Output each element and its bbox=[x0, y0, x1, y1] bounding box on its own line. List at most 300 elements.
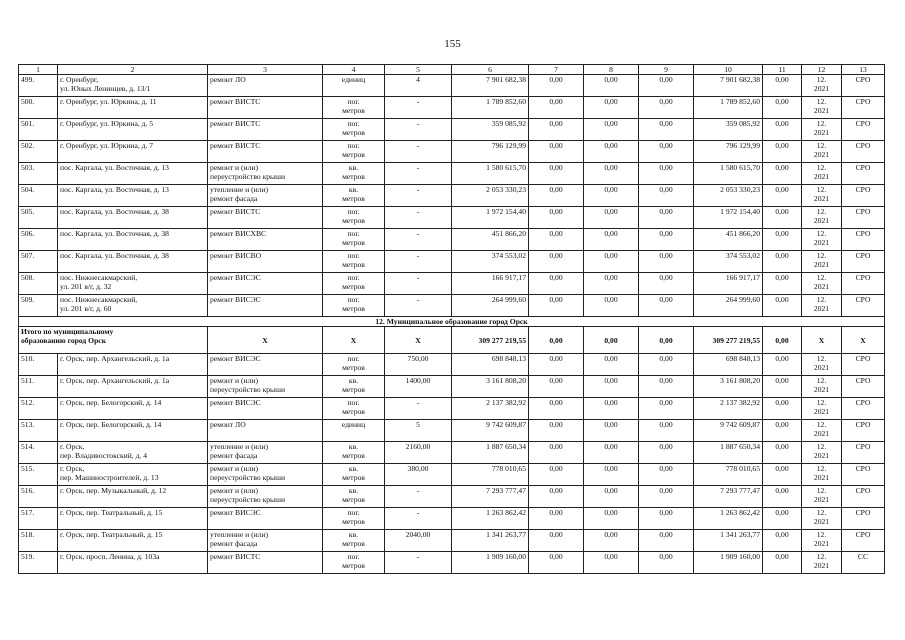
total-col-13: X bbox=[842, 327, 885, 354]
col-11-cell: 0,00 bbox=[763, 295, 802, 317]
col-9-cell: 0,00 bbox=[639, 163, 694, 185]
quantity-cell: - bbox=[385, 273, 452, 295]
deadline-cell-line: 12. bbox=[816, 442, 827, 451]
deadline-cell-line: 2021 bbox=[813, 495, 830, 504]
unit-cell bbox=[323, 398, 385, 420]
total-label bbox=[19, 327, 208, 354]
col-9-cell: 0,00 bbox=[639, 530, 694, 552]
column-number-cell: 4 bbox=[323, 65, 385, 75]
col-11-cell: 0,00 bbox=[763, 354, 802, 376]
method-cell: СРО bbox=[842, 273, 885, 295]
deadline-cell bbox=[802, 97, 842, 119]
work-type-cell: ремонт ВИСЭС bbox=[208, 398, 323, 420]
address-cell: пос. Каргала, ул. Восточная, д. 38 bbox=[58, 251, 208, 273]
row-number: 500. bbox=[19, 97, 58, 119]
deadline-cell-line: 2021 bbox=[813, 539, 830, 548]
deadline-cell-line: 12. bbox=[816, 97, 827, 106]
address-cell-line: пос. Нижнесакмарский, bbox=[60, 295, 138, 304]
unit-cell bbox=[323, 163, 385, 185]
unit-cell-line: кв. bbox=[348, 163, 359, 172]
work-type-cell bbox=[208, 530, 323, 552]
total-col-10: 309 277 219,55 bbox=[694, 327, 763, 354]
method-cell: СРО bbox=[842, 97, 885, 119]
address-cell: г. Орск, пер. Белогорский, д. 14 bbox=[58, 398, 208, 420]
unit-cell-line: метров bbox=[342, 561, 365, 570]
total-col-5: X bbox=[385, 327, 452, 354]
section-block bbox=[19, 317, 885, 354]
page-number: 155 bbox=[444, 38, 461, 50]
deadline-cell-line: 2021 bbox=[813, 517, 830, 526]
col-11-cell: 0,00 bbox=[763, 251, 802, 273]
quantity-cell: - bbox=[385, 119, 452, 141]
table-row bbox=[19, 141, 885, 163]
col-9-cell: 0,00 bbox=[639, 295, 694, 317]
cost-fund-cell: 7 901 682,38 bbox=[694, 75, 763, 97]
address-cell: г. Оренбург, ул. Юркина, д. 11 bbox=[58, 97, 208, 119]
row-number: 505. bbox=[19, 207, 58, 229]
cost-total-cell: 7 293 777,47 bbox=[452, 486, 529, 508]
work-type-cell-line: ремонт и (или) bbox=[210, 376, 258, 385]
col-7-cell: 0,00 bbox=[529, 295, 584, 317]
col-8-cell: 0,00 bbox=[584, 141, 639, 163]
work-type-cell: ремонт ВИСТС bbox=[208, 119, 323, 141]
deadline-cell bbox=[802, 420, 842, 442]
row-number: 519. bbox=[19, 552, 58, 574]
table-body-part-two bbox=[19, 354, 885, 574]
deadline-cell-line: 12. bbox=[816, 229, 827, 238]
table-row bbox=[19, 273, 885, 295]
address-cell-line: ул. 201 в/г, д. 60 bbox=[60, 304, 112, 313]
table-row bbox=[19, 552, 885, 574]
col-7-cell: 0,00 bbox=[529, 508, 584, 530]
deadline-cell-line: 2021 bbox=[813, 106, 830, 115]
col-11-cell: 0,00 bbox=[763, 119, 802, 141]
deadline-cell-line: 2021 bbox=[813, 194, 830, 203]
address-cell: г. Орск, пер. Архангельский, д. 1а bbox=[58, 376, 208, 398]
col-9-cell: 0,00 bbox=[639, 97, 694, 119]
deadline-cell-line: 12. bbox=[816, 185, 827, 194]
total-col-9: 0,00 bbox=[639, 327, 694, 354]
total-col-11: 0,00 bbox=[763, 327, 802, 354]
col-8-cell: 0,00 bbox=[584, 464, 639, 486]
unit-cell-line: пог. bbox=[347, 119, 360, 128]
cost-fund-cell: 1 263 862,42 bbox=[694, 508, 763, 530]
cost-total-cell: 1 887 650,34 bbox=[452, 442, 529, 464]
work-type-cell-line: ремонт и (или) bbox=[210, 464, 258, 473]
method-cell: СРО bbox=[842, 442, 885, 464]
method-cell: СРО bbox=[842, 376, 885, 398]
address-cell: г. Орск, пер. Театральный, д. 15 bbox=[58, 530, 208, 552]
deadline-cell-line: 2021 bbox=[813, 363, 830, 372]
deadline-cell bbox=[802, 185, 842, 207]
work-type-cell-line: переустройство крыши bbox=[210, 473, 286, 482]
col-8-cell: 0,00 bbox=[584, 420, 639, 442]
section-title-row bbox=[19, 317, 885, 327]
quantity-cell: - bbox=[385, 163, 452, 185]
cost-fund-cell: 2 137 382,92 bbox=[694, 398, 763, 420]
table-body-part-one bbox=[19, 65, 885, 317]
method-cell: СРО bbox=[842, 398, 885, 420]
deadline-cell-line: 12. bbox=[816, 251, 827, 260]
col-11-cell: 0,00 bbox=[763, 442, 802, 464]
col-8-cell: 0,00 bbox=[584, 163, 639, 185]
cost-fund-cell: 1 972 154,40 bbox=[694, 207, 763, 229]
work-type-cell-line: ремонт фасада bbox=[210, 451, 258, 460]
address-cell-line: г. Оренбург, bbox=[60, 75, 99, 84]
row-number: 512. bbox=[19, 398, 58, 420]
table-row bbox=[19, 354, 885, 376]
method-cell: СРО bbox=[842, 530, 885, 552]
unit-cell bbox=[323, 251, 385, 273]
col-9-cell: 0,00 bbox=[639, 354, 694, 376]
deadline-cell bbox=[802, 119, 842, 141]
row-number: 502. bbox=[19, 141, 58, 163]
cost-fund-cell: 3 161 808,20 bbox=[694, 376, 763, 398]
col-9-cell: 0,00 bbox=[639, 398, 694, 420]
unit-cell-line: метров bbox=[342, 216, 365, 225]
unit-cell-line: метров bbox=[342, 539, 365, 548]
work-type-cell: ремонт ВИСВО bbox=[208, 251, 323, 273]
cost-fund-cell: 166 917,17 bbox=[694, 273, 763, 295]
deadline-cell bbox=[802, 295, 842, 317]
total-col-4: X bbox=[323, 327, 385, 354]
method-cell: СРО bbox=[842, 251, 885, 273]
cost-total-cell: 796 129,99 bbox=[452, 141, 529, 163]
deadline-cell-line: 12. bbox=[816, 141, 827, 150]
row-number: 514. bbox=[19, 442, 58, 464]
address-cell-line: пер. Машиностроителей, д. 13 bbox=[60, 473, 159, 482]
unit-cell-line: метров bbox=[342, 385, 365, 394]
col-8-cell: 0,00 bbox=[584, 508, 639, 530]
column-number-cell: 5 bbox=[385, 65, 452, 75]
deadline-cell bbox=[802, 273, 842, 295]
deadline-cell bbox=[802, 163, 842, 185]
col-9-cell: 0,00 bbox=[639, 442, 694, 464]
unit-cell-line: метров bbox=[342, 172, 365, 181]
col-8-cell: 0,00 bbox=[584, 75, 639, 97]
col-11-cell: 0,00 bbox=[763, 508, 802, 530]
table-row bbox=[19, 163, 885, 185]
deadline-cell-line: 12. bbox=[816, 354, 827, 363]
deadline-cell bbox=[802, 486, 842, 508]
address-cell: г. Орск, пер. Театральный, д. 15 bbox=[58, 508, 208, 530]
cost-fund-cell: 1 789 852,60 bbox=[694, 97, 763, 119]
unit-cell bbox=[323, 273, 385, 295]
table-row bbox=[19, 486, 885, 508]
address-cell: г. Оренбург, ул. Юркина, д. 7 bbox=[58, 141, 208, 163]
row-number: 516. bbox=[19, 486, 58, 508]
col-7-cell: 0,00 bbox=[529, 185, 584, 207]
address-cell bbox=[58, 75, 208, 97]
col-11-cell: 0,00 bbox=[763, 486, 802, 508]
unit-cell bbox=[323, 354, 385, 376]
unit-cell-line: метров bbox=[342, 473, 365, 482]
work-type-cell: ремонт ВИСЭС bbox=[208, 295, 323, 317]
unit-cell-line: пог. bbox=[347, 508, 360, 517]
col-9-cell: 0,00 bbox=[639, 75, 694, 97]
col-7-cell: 0,00 bbox=[529, 486, 584, 508]
table-row bbox=[19, 464, 885, 486]
address-cell bbox=[58, 273, 208, 295]
cost-total-cell: 374 553,02 bbox=[452, 251, 529, 273]
cost-total-cell: 1 789 852,60 bbox=[452, 97, 529, 119]
unit-cell-line: пог. bbox=[347, 273, 360, 282]
column-number-cell: 6 bbox=[452, 65, 529, 75]
deadline-cell-line: 2021 bbox=[813, 561, 830, 570]
unit-cell bbox=[323, 486, 385, 508]
quantity-cell: 5 bbox=[385, 420, 452, 442]
deadline-cell bbox=[802, 442, 842, 464]
deadline-cell-line: 12. bbox=[816, 376, 827, 385]
unit-cell-line: метров bbox=[342, 194, 365, 203]
deadline-cell bbox=[802, 207, 842, 229]
unit-cell bbox=[323, 552, 385, 574]
column-number-cell: 13 bbox=[842, 65, 885, 75]
row-number: 504. bbox=[19, 185, 58, 207]
column-number-cell: 10 bbox=[694, 65, 763, 75]
quantity-cell: 750,00 bbox=[385, 354, 452, 376]
col-7-cell: 0,00 bbox=[529, 273, 584, 295]
quantity-cell: - bbox=[385, 97, 452, 119]
deadline-cell-line: 12. bbox=[816, 273, 827, 282]
table-row bbox=[19, 185, 885, 207]
address-cell: г. Орск, пер. Белогорский, д. 14 bbox=[58, 420, 208, 442]
column-number-cell: 2 bbox=[58, 65, 208, 75]
work-type-cell: ремонт ЛО bbox=[208, 75, 323, 97]
quantity-cell: 2040,00 bbox=[385, 530, 452, 552]
col-11-cell: 0,00 bbox=[763, 530, 802, 552]
cost-fund-cell: 1 887 650,34 bbox=[694, 442, 763, 464]
unit-cell-line: метров bbox=[342, 451, 365, 460]
unit-cell-line: пог. bbox=[347, 295, 360, 304]
col-9-cell: 0,00 bbox=[639, 508, 694, 530]
unit-cell-line: метров bbox=[342, 282, 365, 291]
cost-total-cell: 7 901 682,38 bbox=[452, 75, 529, 97]
row-number: 509. bbox=[19, 295, 58, 317]
col-8-cell: 0,00 bbox=[584, 354, 639, 376]
deadline-cell-line: 2021 bbox=[813, 150, 830, 159]
unit-cell-line: кв. bbox=[348, 442, 359, 451]
work-type-cell: ремонт ВИСТС bbox=[208, 552, 323, 574]
work-type-cell-line: утепление и (или) bbox=[210, 185, 269, 194]
col-8-cell: 0,00 bbox=[584, 229, 639, 251]
deadline-cell-line: 2021 bbox=[813, 84, 830, 93]
unit-cell-line: метров bbox=[342, 260, 365, 269]
cost-total-cell: 264 999,60 bbox=[452, 295, 529, 317]
unit-cell-line: пог. bbox=[347, 229, 360, 238]
work-type-cell: ремонт ВИСЭС bbox=[208, 354, 323, 376]
unit-cell-line: кв. bbox=[348, 376, 359, 385]
unit-cell-line: пог. bbox=[347, 207, 360, 216]
row-number: 511. bbox=[19, 376, 58, 398]
work-type-cell-line: переустройство крыши bbox=[210, 495, 286, 504]
row-number: 506. bbox=[19, 229, 58, 251]
method-cell: СРО bbox=[842, 163, 885, 185]
unit-cell bbox=[323, 376, 385, 398]
deadline-cell-line: 12. bbox=[816, 420, 827, 429]
work-type-cell bbox=[208, 163, 323, 185]
unit-cell bbox=[323, 97, 385, 119]
deadline-cell bbox=[802, 530, 842, 552]
col-8-cell: 0,00 bbox=[584, 376, 639, 398]
work-type-cell-line: ремонт фасада bbox=[210, 194, 258, 203]
cost-fund-cell: 7 293 777,47 bbox=[694, 486, 763, 508]
col-7-cell: 0,00 bbox=[529, 552, 584, 574]
col-9-cell: 0,00 bbox=[639, 251, 694, 273]
cost-fund-cell: 1 341 263,77 bbox=[694, 530, 763, 552]
deadline-cell-line: 12. bbox=[816, 295, 827, 304]
column-number-cell: 3 bbox=[208, 65, 323, 75]
unit-cell-line: кв. bbox=[348, 486, 359, 495]
row-number: 510. bbox=[19, 354, 58, 376]
address-cell-line: пер. Владивостокский, д. 4 bbox=[60, 451, 148, 460]
col-8-cell: 0,00 bbox=[584, 207, 639, 229]
method-cell: СРО bbox=[842, 508, 885, 530]
table-row bbox=[19, 530, 885, 552]
col-7-cell: 0,00 bbox=[529, 420, 584, 442]
cost-fund-cell: 264 999,60 bbox=[694, 295, 763, 317]
deadline-cell bbox=[802, 75, 842, 97]
table-row bbox=[19, 251, 885, 273]
col-9-cell: 0,00 bbox=[639, 229, 694, 251]
address-cell: пос. Каргала, ул. Восточная, д. 13 bbox=[58, 185, 208, 207]
cost-fund-cell: 778 010,65 bbox=[694, 464, 763, 486]
quantity-cell: - bbox=[385, 207, 452, 229]
total-col-6: 309 277 219,55 bbox=[452, 327, 529, 354]
deadline-cell-line: 12. bbox=[816, 75, 827, 84]
deadline-cell-line: 2021 bbox=[813, 429, 830, 438]
unit-cell bbox=[323, 530, 385, 552]
unit-cell-line: метров bbox=[342, 495, 365, 504]
col-8-cell: 0,00 bbox=[584, 486, 639, 508]
col-11-cell: 0,00 bbox=[763, 207, 802, 229]
column-number-cell: 7 bbox=[529, 65, 584, 75]
method-cell: СРО bbox=[842, 185, 885, 207]
cost-total-cell: 698 848,13 bbox=[452, 354, 529, 376]
col-9-cell: 0,00 bbox=[639, 486, 694, 508]
unit-cell bbox=[323, 229, 385, 251]
col-11-cell: 0,00 bbox=[763, 229, 802, 251]
unit-cell bbox=[323, 185, 385, 207]
col-9-cell: 0,00 bbox=[639, 273, 694, 295]
unit-cell bbox=[323, 207, 385, 229]
col-11-cell: 0,00 bbox=[763, 464, 802, 486]
method-cell: СРО bbox=[842, 420, 885, 442]
cost-fund-cell: 698 848,13 bbox=[694, 354, 763, 376]
work-type-cell: ремонт ВИСТС bbox=[208, 207, 323, 229]
col-9-cell: 0,00 bbox=[639, 141, 694, 163]
deadline-cell-line: 2021 bbox=[813, 216, 830, 225]
quantity-cell: 4 bbox=[385, 75, 452, 97]
row-number: 507. bbox=[19, 251, 58, 273]
work-type-cell: ремонт ВИСЭС bbox=[208, 273, 323, 295]
col-11-cell: 0,00 bbox=[763, 376, 802, 398]
method-cell: СРО bbox=[842, 207, 885, 229]
col-7-cell: 0,00 bbox=[529, 163, 584, 185]
cost-total-cell: 1 263 862,42 bbox=[452, 508, 529, 530]
deadline-cell-line: 2021 bbox=[813, 238, 830, 247]
cost-total-cell: 3 161 808,20 bbox=[452, 376, 529, 398]
section-title: 12. Муниципальное образование город Орск bbox=[19, 317, 885, 327]
cost-fund-cell: 359 085,92 bbox=[694, 119, 763, 141]
deadline-cell-line: 12. bbox=[816, 119, 827, 128]
cost-total-cell: 1 580 615,70 bbox=[452, 163, 529, 185]
unit-cell-line: пог. bbox=[347, 251, 360, 260]
cost-total-cell: 778 010,65 bbox=[452, 464, 529, 486]
deadline-cell-line: 12. bbox=[816, 163, 827, 172]
work-type-cell bbox=[208, 376, 323, 398]
work-type-cell bbox=[208, 486, 323, 508]
deadline-cell bbox=[802, 141, 842, 163]
method-cell: СРО bbox=[842, 75, 885, 97]
col-8-cell: 0,00 bbox=[584, 119, 639, 141]
col-9-cell: 0,00 bbox=[639, 464, 694, 486]
method-cell: СРО bbox=[842, 354, 885, 376]
cost-total-cell: 166 917,17 bbox=[452, 273, 529, 295]
address-cell: г. Орск, просп. Ленина, д. 103а bbox=[58, 552, 208, 574]
table-row bbox=[19, 295, 885, 317]
method-cell: СС bbox=[842, 552, 885, 574]
cost-fund-cell: 1 909 160,00 bbox=[694, 552, 763, 574]
col-8-cell: 0,00 bbox=[584, 185, 639, 207]
table-row bbox=[19, 398, 885, 420]
row-number: 518. bbox=[19, 530, 58, 552]
work-type-cell bbox=[208, 442, 323, 464]
unit-cell-line: метров bbox=[342, 238, 365, 247]
deadline-cell bbox=[802, 229, 842, 251]
deadline-cell-line: 12. bbox=[816, 486, 827, 495]
row-number: 501. bbox=[19, 119, 58, 141]
deadline-cell-line: 2021 bbox=[813, 407, 830, 416]
row-number: 503. bbox=[19, 163, 58, 185]
quantity-cell: - bbox=[385, 486, 452, 508]
col-7-cell: 0,00 bbox=[529, 75, 584, 97]
row-number: 517. bbox=[19, 508, 58, 530]
deadline-cell bbox=[802, 398, 842, 420]
unit-cell-line: метров bbox=[342, 407, 365, 416]
unit-cell bbox=[323, 464, 385, 486]
column-number-cell: 1 bbox=[19, 65, 58, 75]
unit-cell-line: метров bbox=[342, 517, 365, 526]
table-row bbox=[19, 442, 885, 464]
unit-cell-line: пог. bbox=[347, 398, 360, 407]
table-row bbox=[19, 75, 885, 97]
table-row bbox=[19, 420, 885, 442]
unit-cell bbox=[323, 508, 385, 530]
quantity-cell: - bbox=[385, 508, 452, 530]
column-number-cell: 9 bbox=[639, 65, 694, 75]
col-11-cell: 0,00 bbox=[763, 75, 802, 97]
work-type-cell: ремонт ВИСЭС bbox=[208, 508, 323, 530]
col-8-cell: 0,00 bbox=[584, 273, 639, 295]
work-type-cell: ремонт ЛО bbox=[208, 420, 323, 442]
work-type-cell bbox=[208, 185, 323, 207]
col-11-cell: 0,00 bbox=[763, 398, 802, 420]
deadline-cell bbox=[802, 354, 842, 376]
column-number-cell: 8 bbox=[584, 65, 639, 75]
quantity-cell: 380,00 bbox=[385, 464, 452, 486]
unit-cell-line: пог. bbox=[347, 141, 360, 150]
cost-total-cell: 359 085,92 bbox=[452, 119, 529, 141]
unit-cell: единиц bbox=[323, 75, 385, 97]
deadline-cell bbox=[802, 552, 842, 574]
address-cell: пос. Каргала, ул. Восточная, д. 38 bbox=[58, 207, 208, 229]
cost-total-cell: 1 341 263,77 bbox=[452, 530, 529, 552]
col-7-cell: 0,00 bbox=[529, 530, 584, 552]
col-11-cell: 0,00 bbox=[763, 552, 802, 574]
unit-cell-line: пог. bbox=[347, 552, 360, 561]
cost-fund-cell: 451 866,20 bbox=[694, 229, 763, 251]
